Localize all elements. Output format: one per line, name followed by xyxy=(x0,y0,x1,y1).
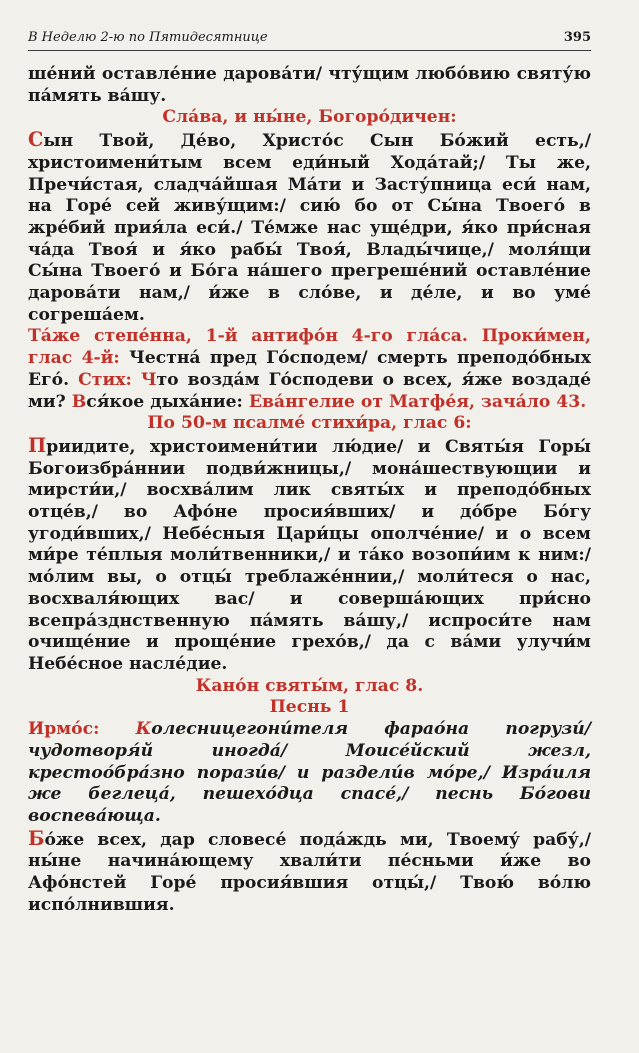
heading-glory-theotokion: Сла́ва, и ны́не, Богоро́дичен: xyxy=(162,107,457,128)
paragraph-text: риидите, христоимени́тии лю́дие/ и Святы́я Горы́ Богоизбра́ннии подви́жницы,/ мона́шествующии и мирсти́и,/ восхва́лим лик святы́х и преподо́бных отце́в,/ во Афо́не просия́вших/ и до́бре Бо́гу угоди́вших,/ Небе́сныя Цари́цы ополче́ние/ и о всем ми́ре те́плыя моли́твенники,/ и та́ко возопи́им к ним:/ мо́лим вы, о отцы́ треблаже́ннии,/ моли́теся о нас, восхваля́ющих вас/ и соверша́ющих при́сно всепра́зднственную па́мять ва́шу,/ испроси́те нам очище́ние и проще́ние грехо́в,/ да с ва́ми улучи́м Небе́сное насле́дие. xyxy=(28,436,591,674)
paragraph-theotokion xyxy=(28,129,591,326)
heading-stichera: По 50-м псалме́ стихи́ра, глас 6: xyxy=(147,413,472,434)
paragraph-irmos xyxy=(28,719,591,828)
every-breath-text: ся́кое дыха́ние: xyxy=(86,391,243,412)
paragraph-text: о́же всех, дар словесе́ пода́ждь ми, Твоему́ рабу́,/ ны́не начина́ющему хвали́ти пе́сньми и́же во Афо́нстей Горе́ просия́вшия отцы́,/ Твою́ во́лю испо́лнившия. xyxy=(28,829,591,915)
page-number: 395 xyxy=(563,30,591,45)
rubric-prokeimenon: Та́же степе́нна, 1-й антифо́н 4-го гла́са. Проки́мен, глас 4-й: xyxy=(28,326,591,369)
irmos-text: олесницегони́теля фарао́на погрузи́/ чудотворя́й иногда́/ Моисе́йский жезл, крестоо́бра́зно порази́в/ и раздели́в мо́ре,/ Изра́иля же беглеца́, пешехо́дца спасе́,/ песнь Бо́гови воспева́юща. xyxy=(28,719,592,826)
page-body xyxy=(28,64,591,916)
verse-text: то возда́м Го́сподеви о всех, я́же воздаде́ ми? xyxy=(28,369,592,412)
page-header xyxy=(28,28,591,51)
every-breath-initial: В xyxy=(65,391,87,412)
drop-initial: Б xyxy=(28,826,45,850)
rubric-irmos: Ирмо́с: xyxy=(28,719,100,740)
paragraph-prokeimenon xyxy=(28,326,591,413)
prokeimenon-text: Честна́ пред Го́сподем/ смерть преподо́бных Его́. xyxy=(28,348,591,390)
irmos-initial: К xyxy=(99,719,152,740)
paragraph-stichera xyxy=(28,435,591,676)
paragraph-troparion xyxy=(28,828,591,917)
paragraph-text: ын Твой, Де́во, Христо́с Сын Бо́жий есть,/ христоимени́тым всем еди́ный Хода́тай;/ Ты же, Пречи́стая, сладча́йшая Ма́ти и Засту́пница еси́ нам, на Горе́ сей живу́щим:/ сию́ бо от Сы́на Твоего́ в жре́бий прия́ла еси́./ Те́мже нас уще́дри, я́ко при́сная ча́да Твоя́ и я́ко рабы́ Твоя́, Влады́чице,/ моля́щи Сы́на Твоего́ и Бо́га на́шего прегреше́ний оставле́ние дарова́ти нам,/ и́же в сло́ве, и де́ле, и во уме́ согреша́ем. xyxy=(28,131,591,325)
drop-initial: С xyxy=(28,128,44,152)
paragraph-continuation: ше́ний оставле́ние дарова́ти/ чту́щим любо́вию святу́ю па́мять ва́шу. xyxy=(28,64,591,106)
heading-canon: Кано́н святы́м, глас 8. xyxy=(195,675,424,696)
verse-initial: Ч xyxy=(131,369,157,390)
rubric-gospel: Ева́нгелие от Матфе́я, зача́ло 43. xyxy=(242,391,587,412)
rubric-verse: Стих: xyxy=(69,369,132,390)
drop-initial: П xyxy=(28,433,47,457)
heading-ode-1: Песнь 1 xyxy=(269,697,350,718)
running-title: В Неделю 2-ю по Пятидесятнице xyxy=(28,30,268,45)
